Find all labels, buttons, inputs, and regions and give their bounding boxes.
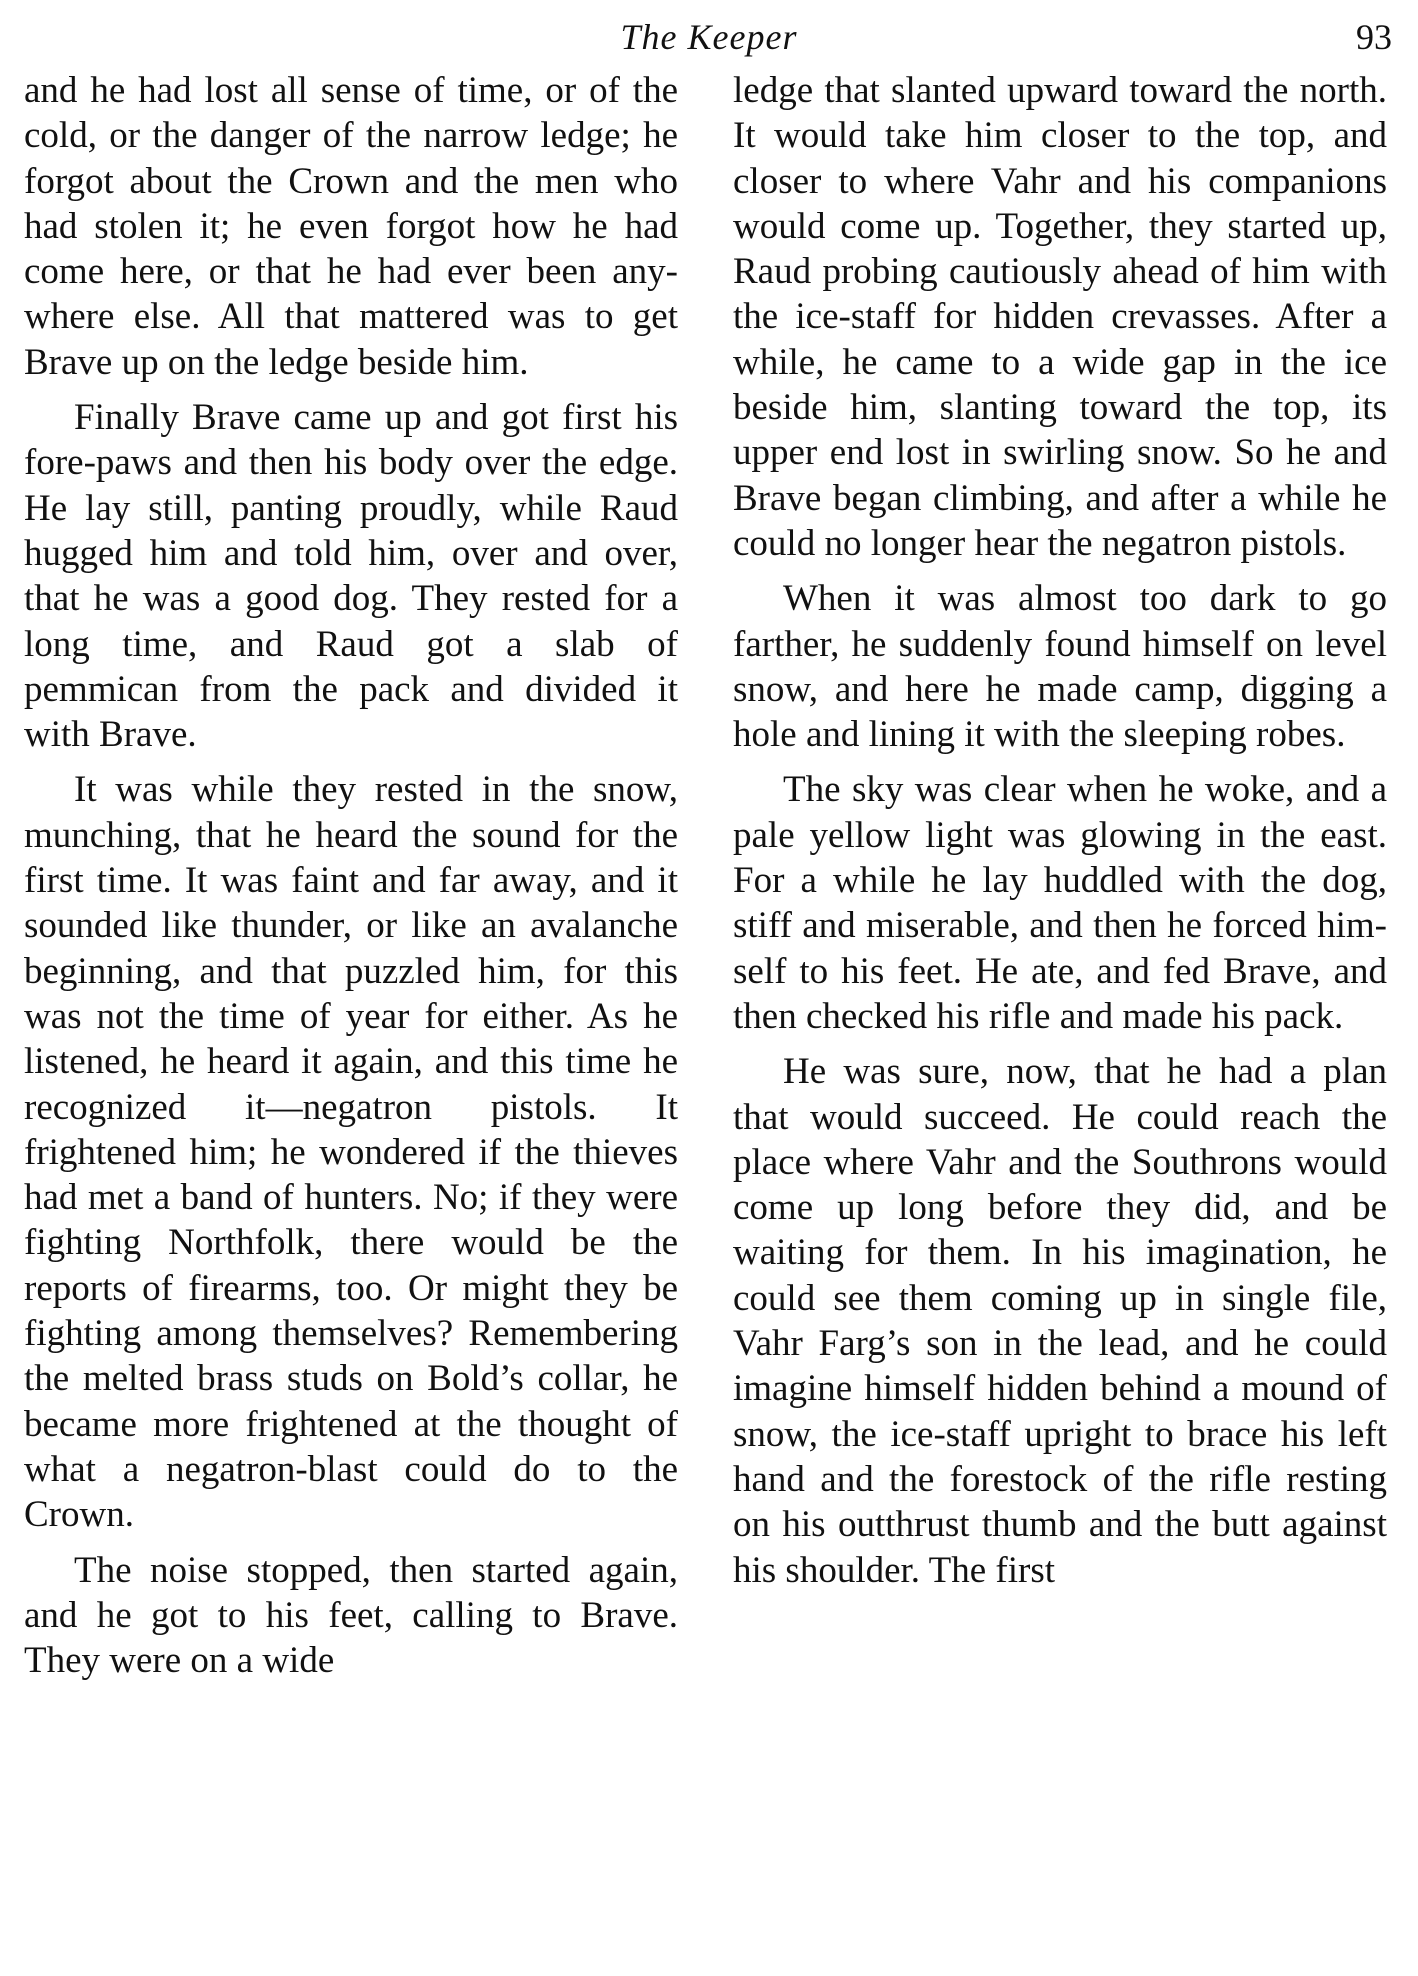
running-title: The Keeper xyxy=(620,17,798,57)
right-column xyxy=(733,68,1387,1593)
paragraph: and he had lost all sense of time, or of the cold, or the danger of the narrow ledge; he forgot about the Crown and the men who had stolen it; he even forgot how he had come here, or that he had ever been anywhere else. All that mattered was to get Brave up on the ledge beside him. xyxy=(24,70,678,383)
paragraph: ledge that slanted upward toward the north. It would take him closer to the top, and closer to where Vahr and his companions would come up. Together, they started up, Raud probing cautiously ahead of him with the ice-staff for hidden crevasses. After a while, he came to a wide gap in the ice beside him, slanting toward the top, its upper end lost in swirling snow. So he and Brave began climbing, and after a while he could no longer hear the negatron pistols. xyxy=(733,70,1387,564)
paragraph: The noise stopped, then started again, and he got to his feet, calling to Brave. They were on a wide xyxy=(24,1549,678,1682)
paragraph: When it was almost too dark to go farther, he suddenly found himself on level snow, and here he made camp, digging a hole and lining it with the sleeping robes. xyxy=(733,578,1387,756)
page-number: 93 xyxy=(1356,17,1392,57)
running-head xyxy=(0,12,1418,62)
paragraph: Finally Brave came up and got first his fore-paws and then his body over the edge. He lay still, panting proudly, while Raud hugged him and told him, over and over, that he was a good dog. They rested for a long time, and Raud got a slab of pemmican from the pack and divided it with Brave. xyxy=(24,397,678,756)
left-column xyxy=(24,68,678,1683)
paragraph: It was while they rested in the snow, munching, that he heard the sound for the first time. It was faint and far away, and it sounded like thunder, or like an avalanche beginning, and that puzzled him, for this was not the time of year for either. As he listened, he heard it again, and this time he recognized it—negatron pistols. It frightened him; he wondered if the thieves had met a band of hunters. No; if they were fighting Northfolk, there would be the reports of firearms, too. Or might they be fighting among themselves? Remembering the melted brass studs on Bold’s collar, he became more frightened at the thought of what a negatron-blast could do to the Crown. xyxy=(24,769,678,1536)
paragraph: He was sure, now, that he had a plan that would succeed. He could reach the place where Vahr and the Southrons would come up long before they did, and be waiting for them. In his imagination, he could see them coming up in single file, Vahr Farg’s son in the lead, and he could imagine himself hidden behind a mound of snow, the ice-staff upright to brace his left hand and the forestock of the rifle resting on his outthrust thumb and the butt against his shoulder. The first xyxy=(733,1051,1387,1591)
paragraph: The sky was clear when he woke, and a pale yellow light was glowing in the east. For a while he lay huddled with the dog, stiff and miserable, and then he forced himself to his feet. He ate, and fed Brave, and then checked his rifle and made his pack. xyxy=(733,769,1387,1037)
